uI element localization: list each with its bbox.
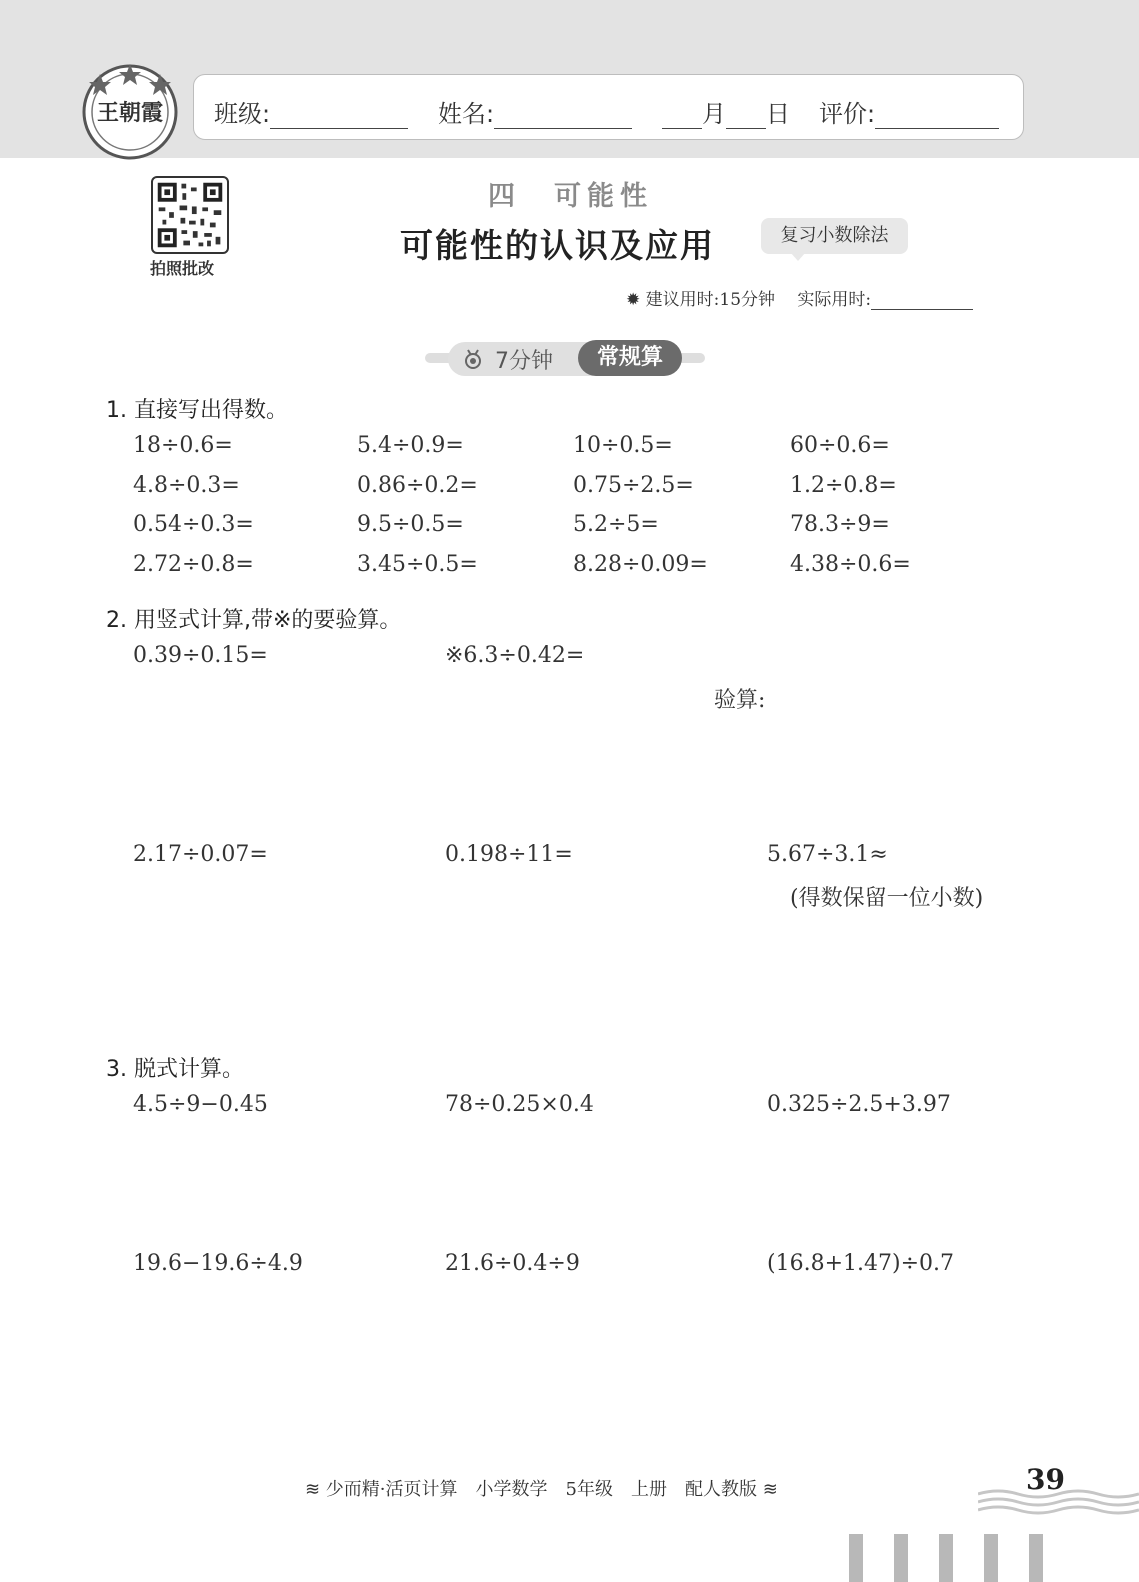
question-2-title: 2. 用竖式计算,带※的要验算。 [106,608,402,633]
edge-tab-bar [1029,1534,1043,1582]
review-tag: 复习小数除法 [761,218,908,254]
svg-text:王朝霞: 王朝霞 [96,100,164,126]
q1-item: 1.2÷0.8= [790,473,897,498]
q1-item: 5.2÷5= [573,512,659,537]
suggested-time: 建议用时:15分钟 [645,290,776,310]
timer-badge [425,340,705,378]
day-blank[interactable] [726,104,766,129]
unit-title: 四 可能性 [488,181,653,212]
mode-label: 常规算 [578,340,682,376]
q1-item: 78.3÷9= [790,512,890,537]
rating-field[interactable] [819,94,999,129]
rating-blank[interactable] [875,104,999,129]
actual-time-blank[interactable] [871,291,973,310]
rating-label: 评价: [819,100,876,128]
q1-item: 8.28÷0.09= [573,552,708,577]
month-blank[interactable] [662,104,702,129]
q1-item: 0.75÷2.5= [573,473,694,498]
q1-item: 9.5÷0.5= [357,512,464,537]
day-label: 日 [766,100,790,128]
publisher-logo [80,60,180,160]
q3-item: 78÷0.25×0.4 [445,1092,594,1117]
q2-item: 5.67÷3.1≈ [767,842,888,867]
q3-item: 21.6÷0.4÷9 [445,1251,580,1276]
class-field[interactable] [214,94,408,129]
question-3-title: 3. 脱式计算。 [106,1057,244,1082]
edge-tab-bar [849,1534,863,1582]
q2-item: 2.17÷0.07= [133,842,268,867]
page-number: 39 [1026,1463,1065,1496]
q1-item: 18÷0.6= [133,433,233,458]
q1-item: 2.72÷0.8= [133,552,254,577]
name-field[interactable] [438,94,632,129]
q3-item: 4.5÷9−0.45 [133,1092,268,1117]
edge-tab-bar [984,1534,998,1582]
lesson-title: 可能性的认识及应用 [400,226,715,265]
q1-item: 60÷0.6= [790,433,890,458]
qr-label: 拍照批改 [150,259,215,278]
class-blank[interactable] [270,104,408,129]
question-1-title: 1. 直接写出得数。 [106,398,288,423]
q2-item: 0.198÷11= [445,842,573,867]
q1-item: 3.45÷0.5= [357,552,478,577]
month-label: 月 [702,100,726,128]
q2-check-label: 验算: [714,688,766,713]
q3-item: (16.8+1.47)÷0.7 [767,1251,954,1276]
medal-icon [462,348,484,370]
q1-item: 10÷0.5= [573,433,673,458]
edge-tab-bar [894,1534,908,1582]
q1-item: 5.4÷0.9= [357,433,464,458]
date-field[interactable] [662,94,790,129]
clock-icon: ✹ [626,290,641,310]
name-blank[interactable] [494,104,632,129]
q1-item: 0.86÷0.2= [357,473,478,498]
q3-item: 0.325÷2.5+3.97 [767,1092,951,1117]
q1-item: 4.8÷0.3= [133,473,240,498]
qr-code[interactable] [151,176,229,254]
q2-item: ※6.3÷0.42= [445,643,585,668]
q3-item: 19.6−19.6÷4.9 [133,1251,303,1276]
q2-rounding-note: (得数保留一位小数) [790,886,984,911]
review-tag-pointer [790,252,806,261]
q1-item: 0.54÷0.3= [133,512,254,537]
student-info-box [193,74,1024,140]
edge-tab-bar [939,1534,953,1582]
actual-time-label: 实际用时: [797,290,872,310]
q1-item: 4.38÷0.6= [790,552,911,577]
time-line [626,285,973,310]
name-label: 姓名: [438,100,495,128]
footer-text: ≋ 少而精·活页计算 小学数学 5年级 上册 配人教版 ≋ [305,1479,778,1500]
class-label: 班级: [214,100,271,128]
q2-item: 0.39÷0.15= [133,643,268,668]
timer-duration: 7分钟 [495,349,553,374]
